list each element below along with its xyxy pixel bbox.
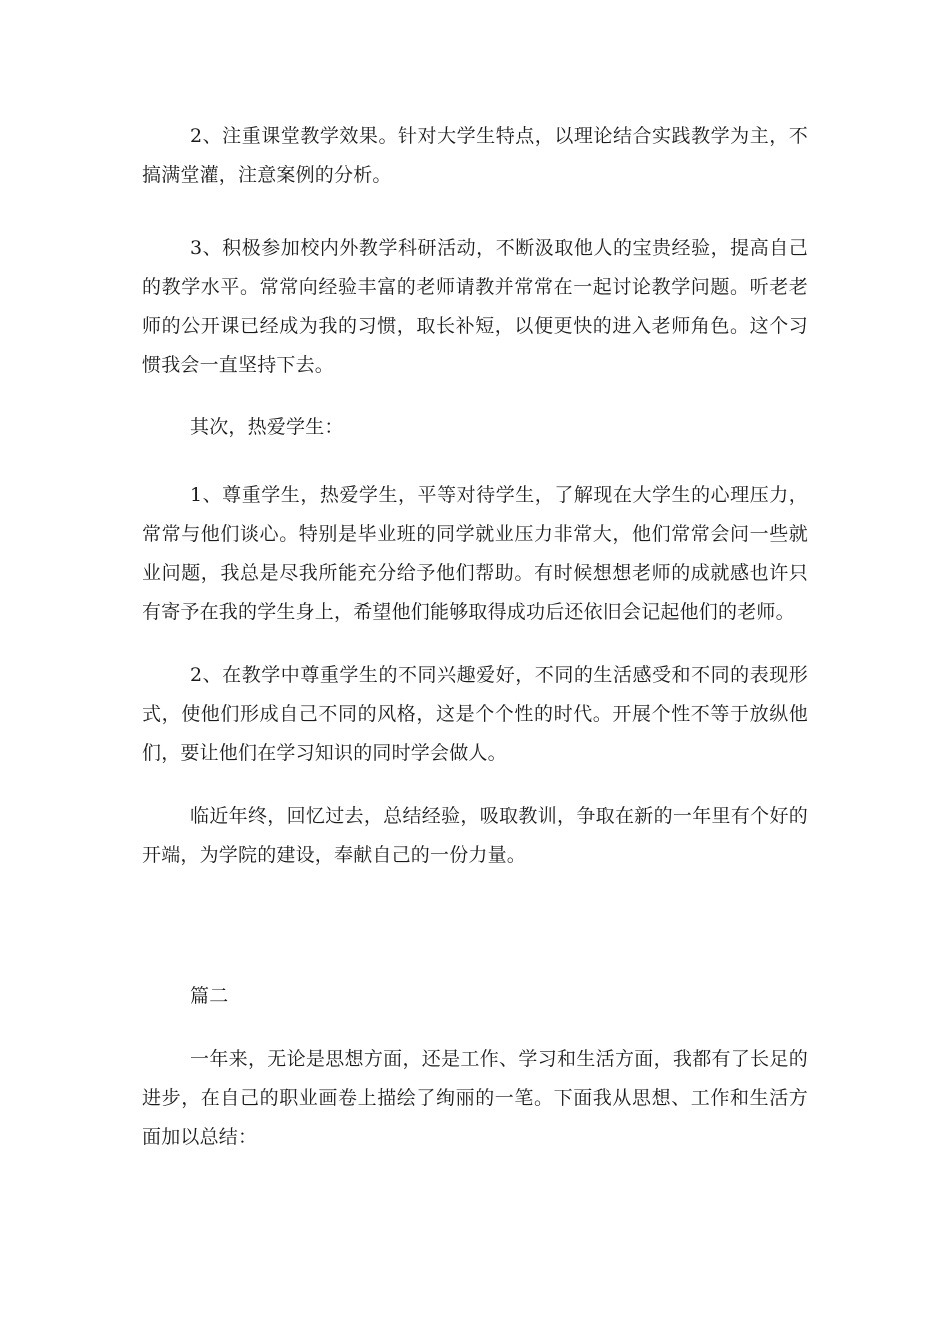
paragraph-individuality: 2、在教学中尊重学生的不同兴趣爱好，不同的生活感受和不同的表现形式，使他们形成自己不同的风格，这是个个性的时代。开展个性不等于放纵他们，要让他们在学习知识的同时学会做人。 (142, 664, 808, 764)
paragraph-teaching-effect: 2、注重课堂教学效果。针对大学生特点，以理论结合实践教学为主，不搞满堂灌，注意案例的分析。 (142, 125, 808, 186)
paragraph-research-activities: 3、积极参加校内外教学科研活动，不断汲取他人的宝贵经验，提高自己的教学水平。常常向经验丰富的老师请教并常常在一起讨论教学问题。听老老师的公开课已经成为我的习惯，取长补短，以便更快的进入老师角色。这个习惯我会一直坚持下去。 (142, 237, 808, 376)
section-heading-part-two: 篇二 (190, 985, 229, 1007)
paragraph-respect-students: 1、尊重学生，热爱学生，平等对待学生，了解现在大学生的心理压力，常常与他们谈心。特别是毕业班的同学就业压力非常大，他们常常会问一些就业问题，我总是尽我所能充分给予他们帮助。有时候想想老师的成就感也许只有寄予在我的学生身上，希望他们能够取得成功后还依旧会记起他们的老师。 (142, 484, 808, 623)
section-heading-love-students: 其次，热爱学生： (190, 416, 344, 438)
paragraph-year-end: 临近年终，回忆过去，总结经验，吸取教训，争取在新的一年里有个好的开端，为学院的建设，奉献自己的一份力量。 (142, 805, 808, 866)
paragraph-year-summary: 一年来，无论是思想方面，还是工作、学习和生活方面，我都有了长足的进步，在自己的职业画卷上描绘了绚丽的一笔。下面我从思想、工作和生活方面加以总结： (142, 1048, 808, 1148)
